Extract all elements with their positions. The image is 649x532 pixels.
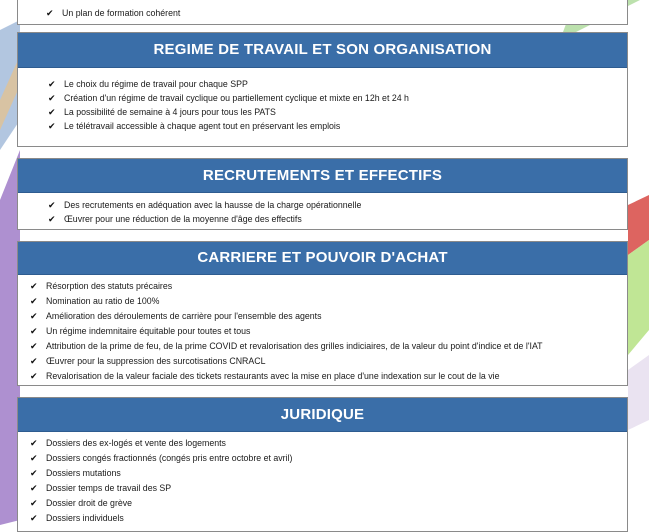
list-item: ✔ Le télétravail accessible à chaque agent tout en préservant les emplois bbox=[48, 121, 341, 131]
list-item: ✔ Un régime indemnitaire équitable pour toutes et tous bbox=[18, 324, 627, 339]
list-item: ✔ Œuvrer pour une réduction de la moyenne d'âge des effectifs bbox=[48, 214, 302, 224]
checkmark-icon: ✔ bbox=[30, 468, 38, 478]
list-item: ✔ Dossiers individuels bbox=[18, 511, 627, 526]
checkmark-icon: ✔ bbox=[46, 8, 54, 18]
section-title: CARRIERE ET POUVOIR D'ACHAT bbox=[18, 242, 627, 275]
checkmark-icon: ✔ bbox=[48, 200, 56, 210]
section-title: RECRUTEMENTS ET EFFECTIFS bbox=[18, 159, 627, 193]
checkmark-icon: ✔ bbox=[30, 281, 38, 291]
list-item: ✔ Dossiers congés fractionnés (congés pris entre octobre et avril) bbox=[18, 451, 627, 466]
checkmark-icon: ✔ bbox=[30, 483, 38, 493]
list-item: ✔ La possibilité de semaine à 4 jours pour tous les PATS bbox=[48, 107, 276, 117]
list-item: ✔ Revalorisation de la valeur faciale des tickets restaurants avec la mise en place d'une indexation sur le cout de la vie bbox=[18, 369, 627, 384]
previous-section-fragment bbox=[17, 0, 628, 25]
section-carriere bbox=[17, 241, 628, 386]
checkmark-icon: ✔ bbox=[48, 107, 56, 117]
checkmark-icon: ✔ bbox=[30, 513, 38, 523]
checkmark-icon: ✔ bbox=[48, 214, 56, 224]
checkmark-icon: ✔ bbox=[30, 356, 38, 366]
list-item: ✔ Dossiers mutations bbox=[18, 466, 627, 481]
list-item: ✔ Résorption des statuts précaires bbox=[18, 279, 627, 294]
section-title: REGIME DE TRAVAIL ET SON ORGANISATION bbox=[18, 33, 627, 68]
checkmark-icon: ✔ bbox=[48, 79, 56, 89]
list-item: ✔ Dossiers des ex-logés et vente des logements bbox=[18, 436, 627, 451]
checkmark-icon: ✔ bbox=[30, 371, 38, 381]
checkmark-icon: ✔ bbox=[48, 121, 56, 131]
list-item: ✔ Dossier droit de grève bbox=[18, 496, 627, 511]
list-item: ✔ Des recrutements en adéquation avec la hausse de la charge opérationnelle bbox=[48, 200, 362, 210]
section-title: JURIDIQUE bbox=[18, 398, 627, 432]
list-item: ✔ Le choix du régime de travail pour chaque SPP bbox=[48, 79, 248, 89]
section-recrutements bbox=[17, 158, 628, 230]
checkmark-icon: ✔ bbox=[30, 296, 38, 306]
list-item: ✔ Nomination au ratio de 100% bbox=[18, 294, 627, 309]
section-regime-travail bbox=[17, 32, 628, 147]
checkmark-icon: ✔ bbox=[30, 453, 38, 463]
checkmark-icon: ✔ bbox=[30, 311, 38, 321]
list-item: ✔ Dossier temps de travail des SP bbox=[18, 481, 627, 496]
list-item: ✔ Un plan de formation cohérent bbox=[46, 8, 181, 18]
list-item: ✔ Amélioration des déroulements de carrière pour l'ensemble des agents bbox=[18, 309, 627, 324]
checkmark-icon: ✔ bbox=[48, 93, 56, 103]
list-item: ✔ Œuvrer pour la suppression des surcotisations CNRACL bbox=[18, 354, 627, 369]
checkmark-icon: ✔ bbox=[30, 498, 38, 508]
list-item: ✔ Création d'un régime de travail cyclique ou partiellement cyclique et mixte en 12h et 24 h bbox=[48, 93, 409, 103]
section-juridique bbox=[17, 397, 628, 532]
checkmark-icon: ✔ bbox=[30, 341, 38, 351]
pale-stripe bbox=[628, 355, 649, 430]
list-item: ✔ Attribution de la prime de feu, de la prime COVID et revalorisation des grilles indiciaires, de la valeur du point d'indice et de l'IAT bbox=[18, 339, 627, 354]
light-green-stripe bbox=[628, 240, 649, 355]
checkmark-icon: ✔ bbox=[30, 438, 38, 448]
checkmark-icon: ✔ bbox=[30, 326, 38, 336]
